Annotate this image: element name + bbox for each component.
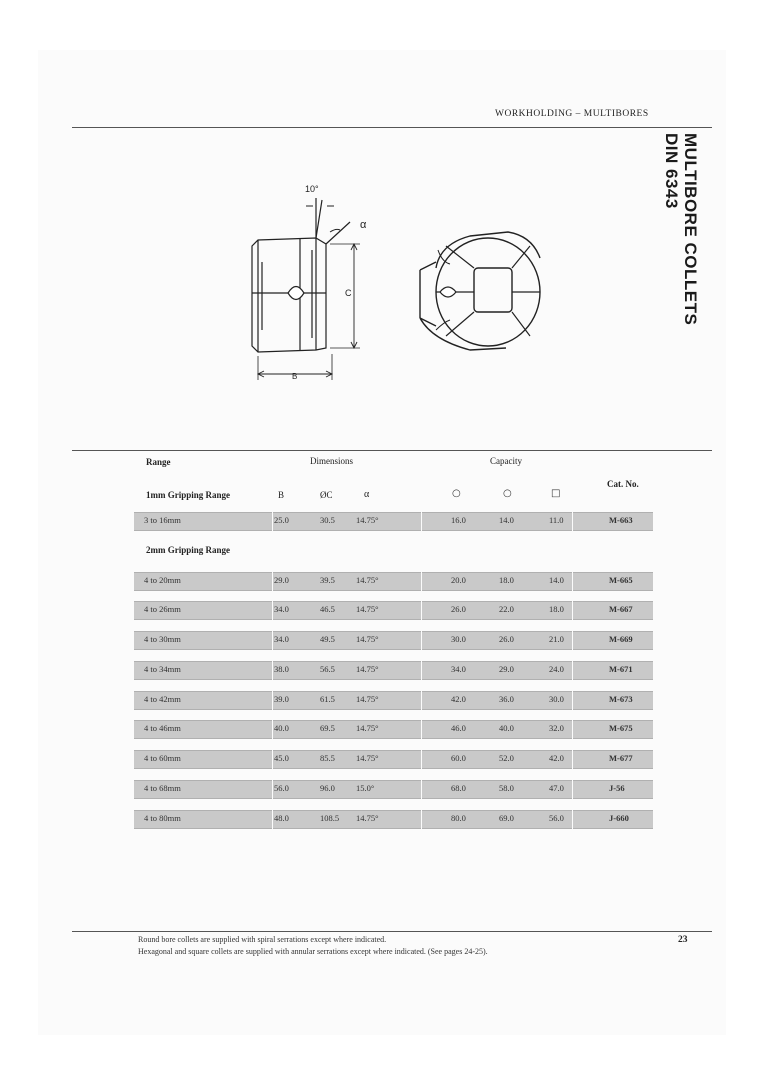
row-band [273,780,421,799]
table-row [134,512,654,529]
b-cell: 29.0 [274,575,289,585]
side-title-line-1: MULTIBORE COLLETS [681,133,700,326]
square-capacity-cell: 11.0 [549,515,564,525]
row-band [273,720,421,739]
c-cell: 85.5 [320,753,335,763]
hex-capacity-cell: 18.0 [499,575,514,585]
range-cell: 4 to 34mm [144,664,181,674]
b-cell: 34.0 [274,604,289,614]
b-cell: 48.0 [274,813,289,823]
table-row [134,601,654,618]
square-capacity-cell: 42.0 [549,753,564,763]
table-row [134,631,654,648]
table-top-rule [72,450,712,451]
table-row [134,661,654,678]
hex-capacity-cell: 52.0 [499,753,514,763]
column-b-header: B [278,490,285,500]
hex-capacity-cell: 36.0 [499,694,514,704]
round-capacity-cell: 46.0 [451,723,466,733]
cat-no-cell: M-669 [609,634,633,644]
alpha-cell: 14.75° [356,813,379,823]
round-capacity-cell: 16.0 [451,515,466,525]
footnote-2: Hexagonal and square collets are supplied with annular serrations except where indicated. (See pages 24-25). [138,947,488,956]
row-band [273,572,421,591]
dimensions-header: Dimensions [310,456,354,466]
cat-no-header: Cat. No. [607,479,639,489]
range-cell: 4 to 26mm [144,604,181,614]
cat-no-cell: M-673 [609,694,633,704]
round-capacity-cell: 42.0 [451,694,466,704]
square-capacity-cell: 21.0 [549,634,564,644]
footnote-1: Round bore collets are supplied with spiral serrations except where indicated. [138,935,387,944]
range-cell: 3 to 16mm [144,515,181,525]
alpha-label: α [360,219,367,231]
column-alpha-header: α [364,489,370,500]
row-band [273,661,421,680]
round-capacity-cell: 34.0 [451,664,466,674]
dimension-b-label: B [292,372,298,381]
c-cell: 56.5 [320,664,335,674]
alpha-cell: 14.75° [356,515,379,525]
range-cell: 4 to 68mm [144,783,181,793]
round-icon: ○ [452,488,461,499]
square-capacity-cell: 24.0 [549,664,564,674]
c-cell: 108.5 [320,813,340,823]
round-capacity-cell: 60.0 [451,753,466,763]
cat-no-cell: J-56 [609,783,625,793]
collet-diagram [0,0,768,420]
square-capacity-cell: 56.0 [549,813,564,823]
capacity-header: Capacity [490,456,522,466]
hex-capacity-cell: 58.0 [499,783,514,793]
b-cell: 25.0 [274,515,289,525]
cat-no-cell: M-665 [609,575,633,585]
round-capacity-cell: 68.0 [451,783,466,793]
c-cell: 30.5 [320,515,335,525]
round-capacity-cell: 26.0 [451,604,466,614]
square-capacity-cell: 32.0 [549,723,564,733]
cat-no-cell: M-675 [609,723,633,733]
row-band [273,601,421,620]
table-row [134,750,654,767]
cat-no-cell: M-677 [609,753,633,763]
cat-no-cell: J-660 [609,813,629,823]
square-icon: □ [551,488,561,499]
row-band [273,810,421,829]
table-row [134,780,654,797]
b-cell: 56.0 [274,783,289,793]
hex-capacity-cell: 69.0 [499,813,514,823]
alpha-cell: 14.75° [356,723,379,733]
b-cell: 39.0 [274,694,289,704]
range-cell: 4 to 80mm [144,813,181,823]
square-capacity-cell: 47.0 [549,783,564,793]
hex-capacity-cell: 29.0 [499,664,514,674]
round-capacity-cell: 20.0 [451,575,466,585]
row-band [273,512,421,531]
c-cell: 46.5 [320,604,335,614]
row-band [273,631,421,650]
b-cell: 40.0 [274,723,289,733]
footer-rule [72,931,712,932]
hex-capacity-cell: 26.0 [499,634,514,644]
square-capacity-cell: 30.0 [549,694,564,704]
square-capacity-cell: 18.0 [549,604,564,614]
row-band [273,691,421,710]
cat-no-cell: M-663 [609,515,633,525]
hex-capacity-cell: 40.0 [499,723,514,733]
hexagon-icon: ○ [503,488,512,499]
range-header: Range [146,457,171,467]
alpha-cell: 14.75° [356,604,379,614]
square-capacity-cell: 14.0 [549,575,564,585]
angle-label-10: 10° [305,184,319,194]
row-band [273,750,421,769]
table-row [134,572,654,589]
b-cell: 38.0 [274,664,289,674]
table-row [134,810,654,827]
table-row [134,720,654,737]
column-c-header: ØC [320,490,333,500]
range-cell: 4 to 20mm [144,575,181,585]
c-cell: 69.5 [320,723,335,733]
table-row [134,691,654,708]
c-cell: 61.5 [320,694,335,704]
c-cell: 49.5 [320,634,335,644]
page-number: 23 [678,935,688,945]
alpha-cell: 14.75° [356,634,379,644]
range-cell: 4 to 60mm [144,753,181,763]
range-cell: 4 to 42mm [144,694,181,704]
c-cell: 96.0 [320,783,335,793]
round-capacity-cell: 30.0 [451,634,466,644]
section-header: WORKHOLDING – MULTIBORES [495,109,649,119]
group-label-1mm: 1mm Gripping Range [146,490,231,500]
b-cell: 45.0 [274,753,289,763]
alpha-cell: 14.75° [356,694,379,704]
round-capacity-cell: 80.0 [451,813,466,823]
hex-capacity-cell: 22.0 [499,604,514,614]
range-cell: 4 to 30mm [144,634,181,644]
alpha-cell: 15.0° [356,783,375,793]
cat-no-cell: M-671 [609,664,633,674]
alpha-cell: 14.75° [356,575,379,585]
range-cell: 4 to 46mm [144,723,181,733]
hex-capacity-cell: 14.0 [499,515,514,525]
cat-no-cell: M-667 [609,604,633,614]
group-label-2mm: 2mm Gripping Range [146,545,231,555]
alpha-cell: 14.75° [356,664,379,674]
side-title-line-2: DIN 6343 [662,133,681,209]
b-cell: 34.0 [274,634,289,644]
dimension-c-label: C [345,288,352,298]
c-cell: 39.5 [320,575,335,585]
alpha-cell: 14.75° [356,753,379,763]
